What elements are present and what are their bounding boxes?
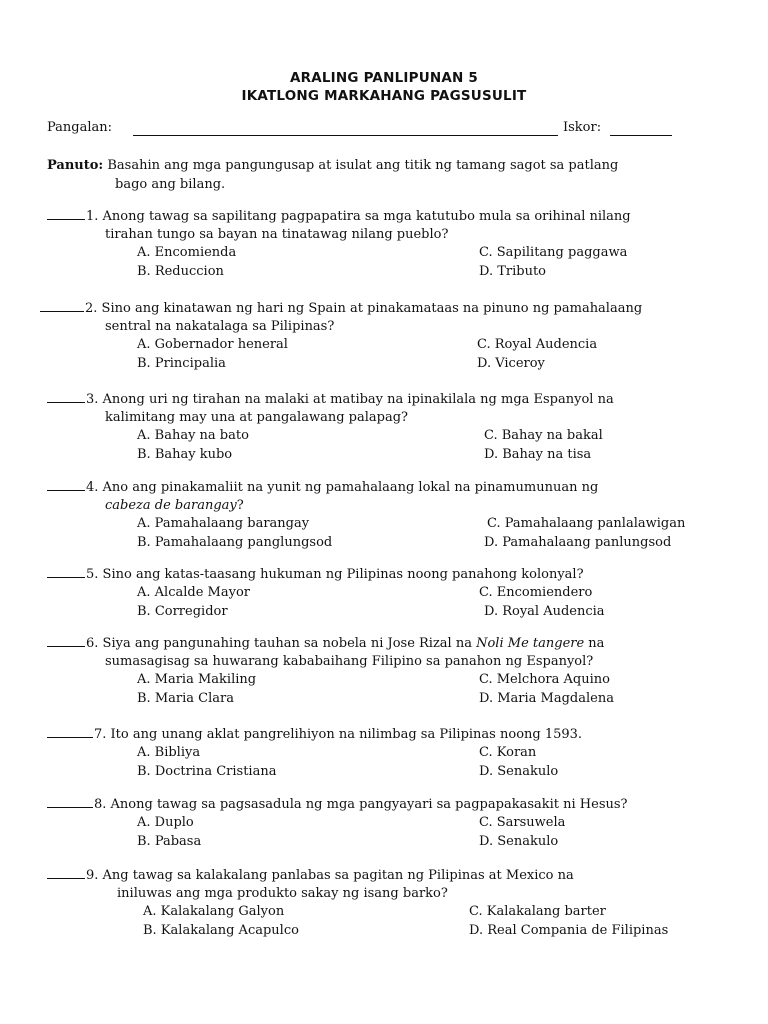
- option-d: D. Royal Audencia: [484, 604, 605, 619]
- option-d: D. Tributo: [479, 264, 547, 279]
- question-text-cont: kalimitang may una at pangalawang palapag?: [105, 410, 408, 425]
- question-text-cont: tirahan tungo sa bayan na tinatawag nilang pueblo?: [105, 227, 449, 242]
- option-a: A. Kalakalang Galyon: [143, 904, 285, 919]
- option-c: C. Pamahalaang panlalawigan: [487, 516, 686, 531]
- question-5: [47, 565, 737, 622]
- option-b: B. Doctrina Cristiana: [137, 764, 277, 779]
- answer-blank[interactable]: [47, 565, 85, 578]
- question-text: Anong tawag sa pagsasadula ng mga pangyayari sa pagpapakasakit ni Hesus?: [110, 797, 628, 812]
- instructions-text: Basahin ang mga pangungusap at isulat ang titik ng tamang sagot sa patlang: [107, 158, 619, 173]
- answer-blank[interactable]: [47, 866, 85, 879]
- option-a: A. Bibliya: [137, 745, 201, 760]
- answer-blank[interactable]: [47, 725, 93, 738]
- option-b: B. Corregidor: [137, 604, 228, 619]
- option-c: C. Bahay na bakal: [484, 428, 603, 443]
- option-a: A. Alcalde Mayor: [137, 585, 250, 600]
- option-a: A. Gobernador heneral: [137, 337, 288, 352]
- question-number: 6.: [86, 636, 99, 651]
- option-d: D. Senakulo: [479, 834, 559, 849]
- option-d: D. Senakulo: [479, 764, 559, 779]
- answer-blank[interactable]: [47, 207, 85, 220]
- question-text-cont: ?: [236, 498, 244, 513]
- option-a: A. Pamahalaang barangay: [137, 516, 310, 531]
- answer-blank[interactable]: [47, 390, 85, 403]
- question-1: [47, 207, 737, 282]
- question-text: Sino ang kinatawan ng hari ng Spain at pinakamataas na pinuno ng pamahalaang: [101, 301, 643, 316]
- option-d: D. Viceroy: [477, 356, 545, 371]
- option-c: C. Royal Audencia: [477, 337, 598, 352]
- option-b: B. Principalia: [137, 356, 226, 371]
- option-b: B. Reduccion: [137, 264, 224, 279]
- question-8: [47, 795, 737, 852]
- option-c: C. Sapilitang paggawa: [479, 245, 628, 260]
- question-number: 9.: [86, 868, 99, 883]
- question-9: [47, 866, 737, 941]
- option-d: D. Pamahalaang panlungsod: [484, 535, 672, 550]
- question-6: [47, 634, 737, 709]
- question-3: [47, 390, 737, 465]
- question-text: Anong uri ng tirahan na malaki at matibay na ipinakilala ng mga Espanyol na: [102, 392, 614, 407]
- option-c: C. Sarsuwela: [479, 815, 566, 830]
- option-b: B. Maria Clara: [137, 691, 234, 706]
- question-number: 4.: [86, 480, 99, 495]
- name-label: Pangalan:: [47, 120, 113, 135]
- question-text: Ano ang pinakamaliit na yunit ng pamahalaang lokal na pinamumunuan ng: [102, 480, 599, 495]
- question-text-italic: Noli Me tangere: [476, 636, 585, 651]
- subject-title: ARALING PANLIPUNAN 5: [289, 70, 479, 86]
- option-c: C. Kalakalang barter: [469, 904, 606, 919]
- question-number: 2.: [85, 301, 98, 316]
- question-number: 1.: [86, 209, 99, 224]
- instructions-text-cont: bago ang bilang.: [115, 177, 226, 192]
- question-text-tail: na: [584, 636, 605, 651]
- question-text-cont: sumasagisag sa huwarang kababaihang Filipino sa panahon ng Espanyol?: [105, 654, 594, 669]
- question-number: 7.: [94, 727, 107, 742]
- question-text: Ang tawag sa kalakalang panlabas sa pagitan ng Pilipinas at Mexico na: [102, 868, 574, 883]
- question-number: 5.: [86, 567, 99, 582]
- score-label: Iskor:: [563, 120, 602, 135]
- option-a: A. Duplo: [137, 815, 194, 830]
- question-number: 3.: [86, 392, 99, 407]
- question-7: [47, 725, 737, 782]
- answer-blank[interactable]: [47, 478, 85, 491]
- question-text: Siya ang pangunahing tauhan sa nobela ni Jose Rizal na: [102, 636, 477, 651]
- question-text-cont: iniluwas ang mga produkto sakay ng isang barko?: [117, 886, 448, 901]
- option-d: D. Maria Magdalena: [479, 691, 614, 706]
- option-d: D. Bahay na tisa: [484, 447, 592, 462]
- question-number: 8.: [94, 797, 107, 812]
- question-text-italic: cabeza de barangay: [105, 498, 237, 513]
- option-c: C. Koran: [479, 745, 537, 760]
- option-b: B. Kalakalang Acapulco: [143, 923, 299, 938]
- instructions-label: Panuto:: [47, 158, 104, 173]
- score-field[interactable]: [610, 135, 672, 136]
- question-text: Sino ang katas-taasang hukuman ng Pilipinas noong panahong kolonyal?: [102, 567, 584, 582]
- answer-blank[interactable]: [47, 634, 85, 647]
- option-a: A. Maria Makiling: [137, 672, 257, 687]
- answer-blank[interactable]: [47, 795, 93, 808]
- question-text-cont: sentral na nakatalaga sa Pilipinas?: [105, 319, 335, 334]
- option-a: A. Bahay na bato: [137, 428, 249, 443]
- instructions: [47, 156, 747, 194]
- option-b: B. Bahay kubo: [137, 447, 233, 462]
- option-b: B. Pamahalaang panglungsod: [137, 535, 333, 550]
- option-b: B. Pabasa: [137, 834, 202, 849]
- name-field[interactable]: [133, 135, 558, 136]
- option-c: C. Melchora Aquino: [479, 672, 610, 687]
- question-text: Anong tawag sa sapilitang pagpapatira sa mga katutubo mula sa orihinal nilang: [102, 209, 631, 224]
- answer-blank[interactable]: [40, 299, 84, 312]
- option-d: D. Real Compania de Filipinas: [469, 923, 669, 938]
- question-2: [40, 299, 730, 374]
- option-c: C. Encomiendero: [479, 585, 593, 600]
- option-a: A. Encomienda: [137, 245, 237, 260]
- question-text: Ito ang unang aklat pangrelihiyon na nilimbag sa Pilipinas noong 1593.: [110, 727, 583, 742]
- exam-title: IKATLONG MARKAHANG PAGSUSULIT: [241, 88, 527, 104]
- question-4: [47, 478, 737, 553]
